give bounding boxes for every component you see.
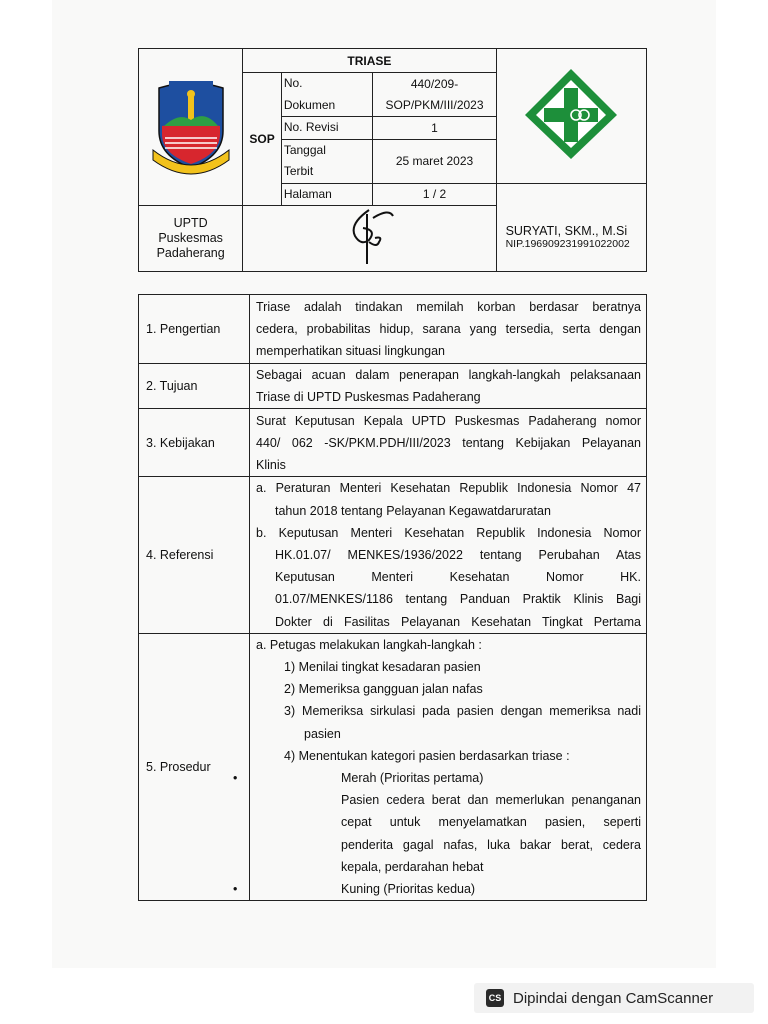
signature-icon (339, 206, 399, 268)
regency-crest-icon (149, 76, 233, 176)
bullet-kuning: • Kuning (Prioritas kedua) (256, 878, 641, 900)
signer-name: SURYATI, SKM., M.Si (505, 224, 628, 239)
sop-label: SOP (243, 73, 282, 206)
signature-cell (243, 206, 496, 272)
org-name: UPTD Puskesmas Padaherang (139, 206, 243, 272)
field-label-no-dokumen: No. Dokumen (281, 73, 373, 117)
sop-header-table (138, 48, 647, 272)
section-content-prosedur: a. Petugas melakukan langkah-langkah : 1) Menilai tingkat kesadaran pasien 2) Memeriksa gangguan jalan nafas 3) Memeriksa sirkulasi pada pasien dengan memeriksa nadi pasien 4) Menentukan kategori pasien berdasarkan triase : • Merah (Prioritas pertama) Pasien cedera berat dan memerlukan penanganan cepat untuk menyelamatkan pasien, seperti penderita gagal nafas, luka bakar berat, cedera kepala, perdarahan hebat • Kuning (Prioritas kedua) (250, 633, 647, 900)
camscanner-text: Dipindai dengan CamScanner (513, 989, 714, 1007)
camscanner-logo-icon: CS (486, 989, 504, 1007)
field-value-no-dokumen: 440/209- SOP/PKM/III/2023 (373, 73, 496, 117)
section-content-kebijakan: Surat Keputusan Kepala UPTD Puskesmas Padaherang nomor 440/ 062 -SK/PKM.PDH/III/2023 tentang Kebijakan Pelayanan Klinis (250, 409, 647, 477)
field-label-halaman: Halaman (281, 183, 373, 206)
section-label-referensi: 4. Referensi (139, 477, 250, 633)
field-value-no-revisi: 1 (373, 117, 496, 140)
puskesmas-logo-cell (496, 49, 646, 184)
puskesmas-logo-icon (522, 66, 620, 162)
field-label-tanggal-terbit: Tanggal Terbit (281, 139, 373, 183)
regency-crest-cell (139, 49, 243, 206)
field-label-no-revisi: No. Revisi (281, 117, 373, 140)
section-label-tujuan: 2. Tujuan (139, 364, 250, 409)
section-content-pengertian: Triase adalah tindakan memilah korban berdasar beratnya cedera, probabilitas hidup, sarana yang tersedia, serta dengan memperhatikan situasi lingkungan (250, 295, 647, 364)
document-title: TRIASE (243, 49, 496, 73)
section-content-referensi: a. Peraturan Menteri Kesehatan Republik Indonesia Nomor 47 tahun 2018 tentang Pelayanan Kegawatdaruratan b. Keputusan Menteri Kesehatan Republik Indonesia Nomor HK.01.07/ MENKES/1936/2022 tentang Perubahan Atas Keputusan Menteri Kesehatan Nomor HK. 01.07/MENKES/1186 tentang Panduan Praktik Klinis Bagi Dokter di Fasilitas Pelayanan Kesehatan Tingkat Pertama (250, 477, 647, 633)
sop-body-table (138, 294, 647, 901)
field-value-tanggal-terbit: 25 maret 2023 (373, 139, 496, 183)
section-label-prosedur: 5. Prosedur (139, 633, 250, 900)
signer-cell (496, 183, 646, 272)
section-label-pengertian: 1. Pengertian (139, 295, 250, 364)
section-label-kebijakan: 3. Kebijakan (139, 409, 250, 477)
bullet-merah: • Merah (Prioritas pertama) (256, 767, 641, 789)
section-content-tujuan: Sebagai acuan dalam penerapan langkah-langkah pelaksanaan Triase di UPTD Puskesmas Padaherang (250, 364, 647, 409)
camscanner-watermark (474, 983, 754, 1013)
signer-nip: NIP.196909231991022002 (505, 238, 630, 251)
field-value-halaman: 1 / 2 (373, 183, 496, 206)
